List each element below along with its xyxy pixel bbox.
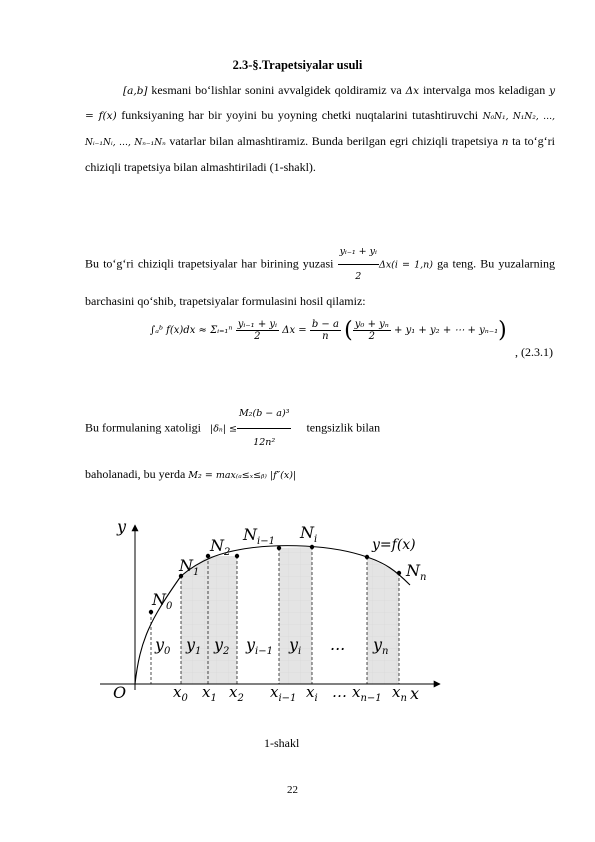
- paragraph-2-text-2: ga teng. Bu yuzalarning barchasini qo‘shib, trapetsiyalar formulasini hosil qilamiz:: [85, 256, 555, 308]
- ni1-sub: i−1: [257, 536, 275, 547]
- svg-text:N2: [209, 536, 230, 558]
- error-lhs: |δₙ| ≤: [210, 423, 237, 435]
- n0-label: N: [152, 590, 166, 609]
- x2-label: x: [229, 683, 238, 701]
- n1-label: N: [179, 556, 193, 575]
- paragraph-3-text-1: Bu formulaning xatoligi: [85, 420, 201, 435]
- n1-sub: 1: [193, 567, 200, 578]
- y2-sub: 2: [223, 646, 230, 657]
- n-variable: n: [501, 136, 509, 148]
- svg-text:xn−1: [352, 683, 382, 704]
- x0-label: x: [173, 683, 182, 701]
- ni-label: N: [300, 523, 314, 542]
- x-dots: …: [332, 683, 347, 701]
- svg-text:x1: [202, 683, 217, 704]
- svg-text:Nn: [405, 561, 426, 583]
- formula-fraction-1: $\frac{\text{yᵢ₋₁ + yᵢ}}{2}$: [237, 319, 278, 342]
- delta-x: Δx: [405, 85, 420, 97]
- paragraph-2-text-1: Bu to‘g‘ri chiziqli trapetsiyalar har birining yuzasi: [85, 256, 334, 271]
- xn-sub: n: [400, 693, 407, 704]
- formula-fraction-3: $\frac{\text{y₀ + yₙ}}{2}$: [354, 319, 389, 342]
- point-nn: [397, 571, 401, 575]
- page-number: 22: [287, 784, 298, 796]
- formula-paren-close: ): [498, 318, 507, 343]
- yn-label: y: [373, 635, 383, 654]
- x-axis-label: x: [410, 684, 420, 703]
- nn-sub: n: [420, 572, 427, 583]
- n2-label: N: [210, 536, 224, 555]
- xi-sub: i: [314, 693, 318, 704]
- svg-text:yi−1: [245, 635, 273, 657]
- yi-sub: i: [298, 646, 302, 657]
- y0-sub: 0: [164, 646, 171, 657]
- formula-paren-open: (: [344, 318, 353, 343]
- paragraph-1-text-1: kesmani bo‘lishlar sonini avvalgidek qoldiramiz va: [147, 83, 406, 97]
- nn-label: N: [406, 561, 420, 580]
- ni1-label: N: [243, 525, 257, 544]
- point-ni: [310, 545, 314, 549]
- chords-expression: N₀N₁, N₁N₂, …, Nᵢ₋₁Nᵢ, …, Nₙ₋₁Nₙ: [85, 112, 556, 148]
- paragraph-1-text-3: funksiyaning har bir yoyini bu yoyning chetki nuqtalarini tutashtiruvchi: [116, 108, 483, 122]
- n0-sub: 0: [166, 601, 173, 612]
- svg-text:xi: [306, 683, 318, 704]
- area-tail: Δx(i = 1,n): [378, 259, 433, 271]
- paragraph-1-text-5: ta to‘g‘ri chiziqli trapetsiya bilan almashtiriladi (1-shakl).: [85, 134, 555, 174]
- function-label: y=f(x): [372, 537, 416, 553]
- origin-label: O: [113, 683, 127, 702]
- xn1-sub: n−1: [360, 693, 382, 704]
- formula-integral: ∫ₐᵇ f(x)dx ≈ Σᵢ₌₁ⁿ: [150, 325, 233, 336]
- point-start: [149, 610, 153, 614]
- shaded-strip-4: [367, 557, 399, 684]
- xn1-label: x: [352, 683, 361, 701]
- y-dots: ...: [330, 635, 346, 654]
- m2-expression: M₂ = max₍ₐ≤ₓ≤ᵦ₎ |f″(x)|: [188, 470, 297, 481]
- xi1-label: x: [270, 683, 279, 701]
- svg-text:N1: [178, 556, 199, 578]
- point-n2: [235, 554, 239, 558]
- y0-label: y: [155, 635, 165, 654]
- function-expression: y = f(x): [85, 85, 555, 122]
- shaded-strip-3: [279, 547, 312, 684]
- n2-sub: 2: [224, 547, 231, 558]
- point-ni1: [277, 546, 281, 550]
- xn-label: x: [392, 683, 401, 701]
- svg-text:x0: [173, 683, 188, 704]
- y1-label: y: [186, 635, 196, 654]
- yn-sub: n: [382, 646, 389, 657]
- x1-sub: 1: [210, 693, 217, 704]
- x0-sub: 0: [181, 693, 188, 704]
- section-heading: 2.3-§.Trapetsiyalar usuli: [232, 58, 363, 72]
- yi-label: y: [289, 635, 299, 654]
- point-nn1: [365, 555, 369, 559]
- yi1-sub: i−1: [255, 646, 273, 657]
- xi1-sub: i−1: [278, 693, 297, 704]
- formula-tail: + y₁ + y₂ + ⋯ + yₙ₋₁: [394, 325, 499, 336]
- svg-text:Ni−1: [242, 525, 275, 547]
- shaded-strip-2: [208, 556, 237, 684]
- interval-expression: [a,b]: [123, 85, 148, 97]
- area-fraction: $\frac{\text{yᵢ₋₁ + yᵢ}}{2}$: [338, 240, 379, 289]
- equation-number: , (2.3.1): [515, 345, 553, 359]
- paragraph-1-text-2: intervalga mos keladigan: [419, 83, 550, 97]
- y2-label: y: [214, 635, 224, 654]
- paragraph-1-text-4: vatarlar bilan almashtiramiz. Bunda berilgan egri chiziqli trapetsiya: [165, 134, 502, 148]
- paragraph-3-text-2: tengsizlik bilan: [306, 420, 381, 435]
- paragraph-3-text-3: baholanadi, bu yerda: [85, 467, 189, 481]
- xi-label: x: [306, 683, 315, 701]
- svg-text:y0: [154, 635, 171, 657]
- yi1-label: y: [246, 635, 256, 654]
- svg-text:xn: [392, 683, 407, 704]
- x1-label: x: [202, 683, 211, 701]
- x2-sub: 2: [237, 693, 244, 704]
- ni-sub: i: [314, 534, 318, 545]
- svg-text:Ni: [299, 523, 317, 545]
- svg-text:xi−1: [270, 683, 296, 704]
- error-fraction: $\frac{\text{M₂(b − a)³}}{\text{12n²}}$: [237, 400, 292, 457]
- y-axis-label: y: [117, 517, 127, 536]
- svg-text:x2: [229, 683, 244, 704]
- formula-fraction-2: $\frac{b - a}{n}$: [311, 319, 339, 342]
- formula-mid: Δx =: [282, 325, 307, 336]
- figure-caption: 1-shakl: [264, 736, 300, 750]
- y1-sub: 1: [195, 646, 202, 657]
